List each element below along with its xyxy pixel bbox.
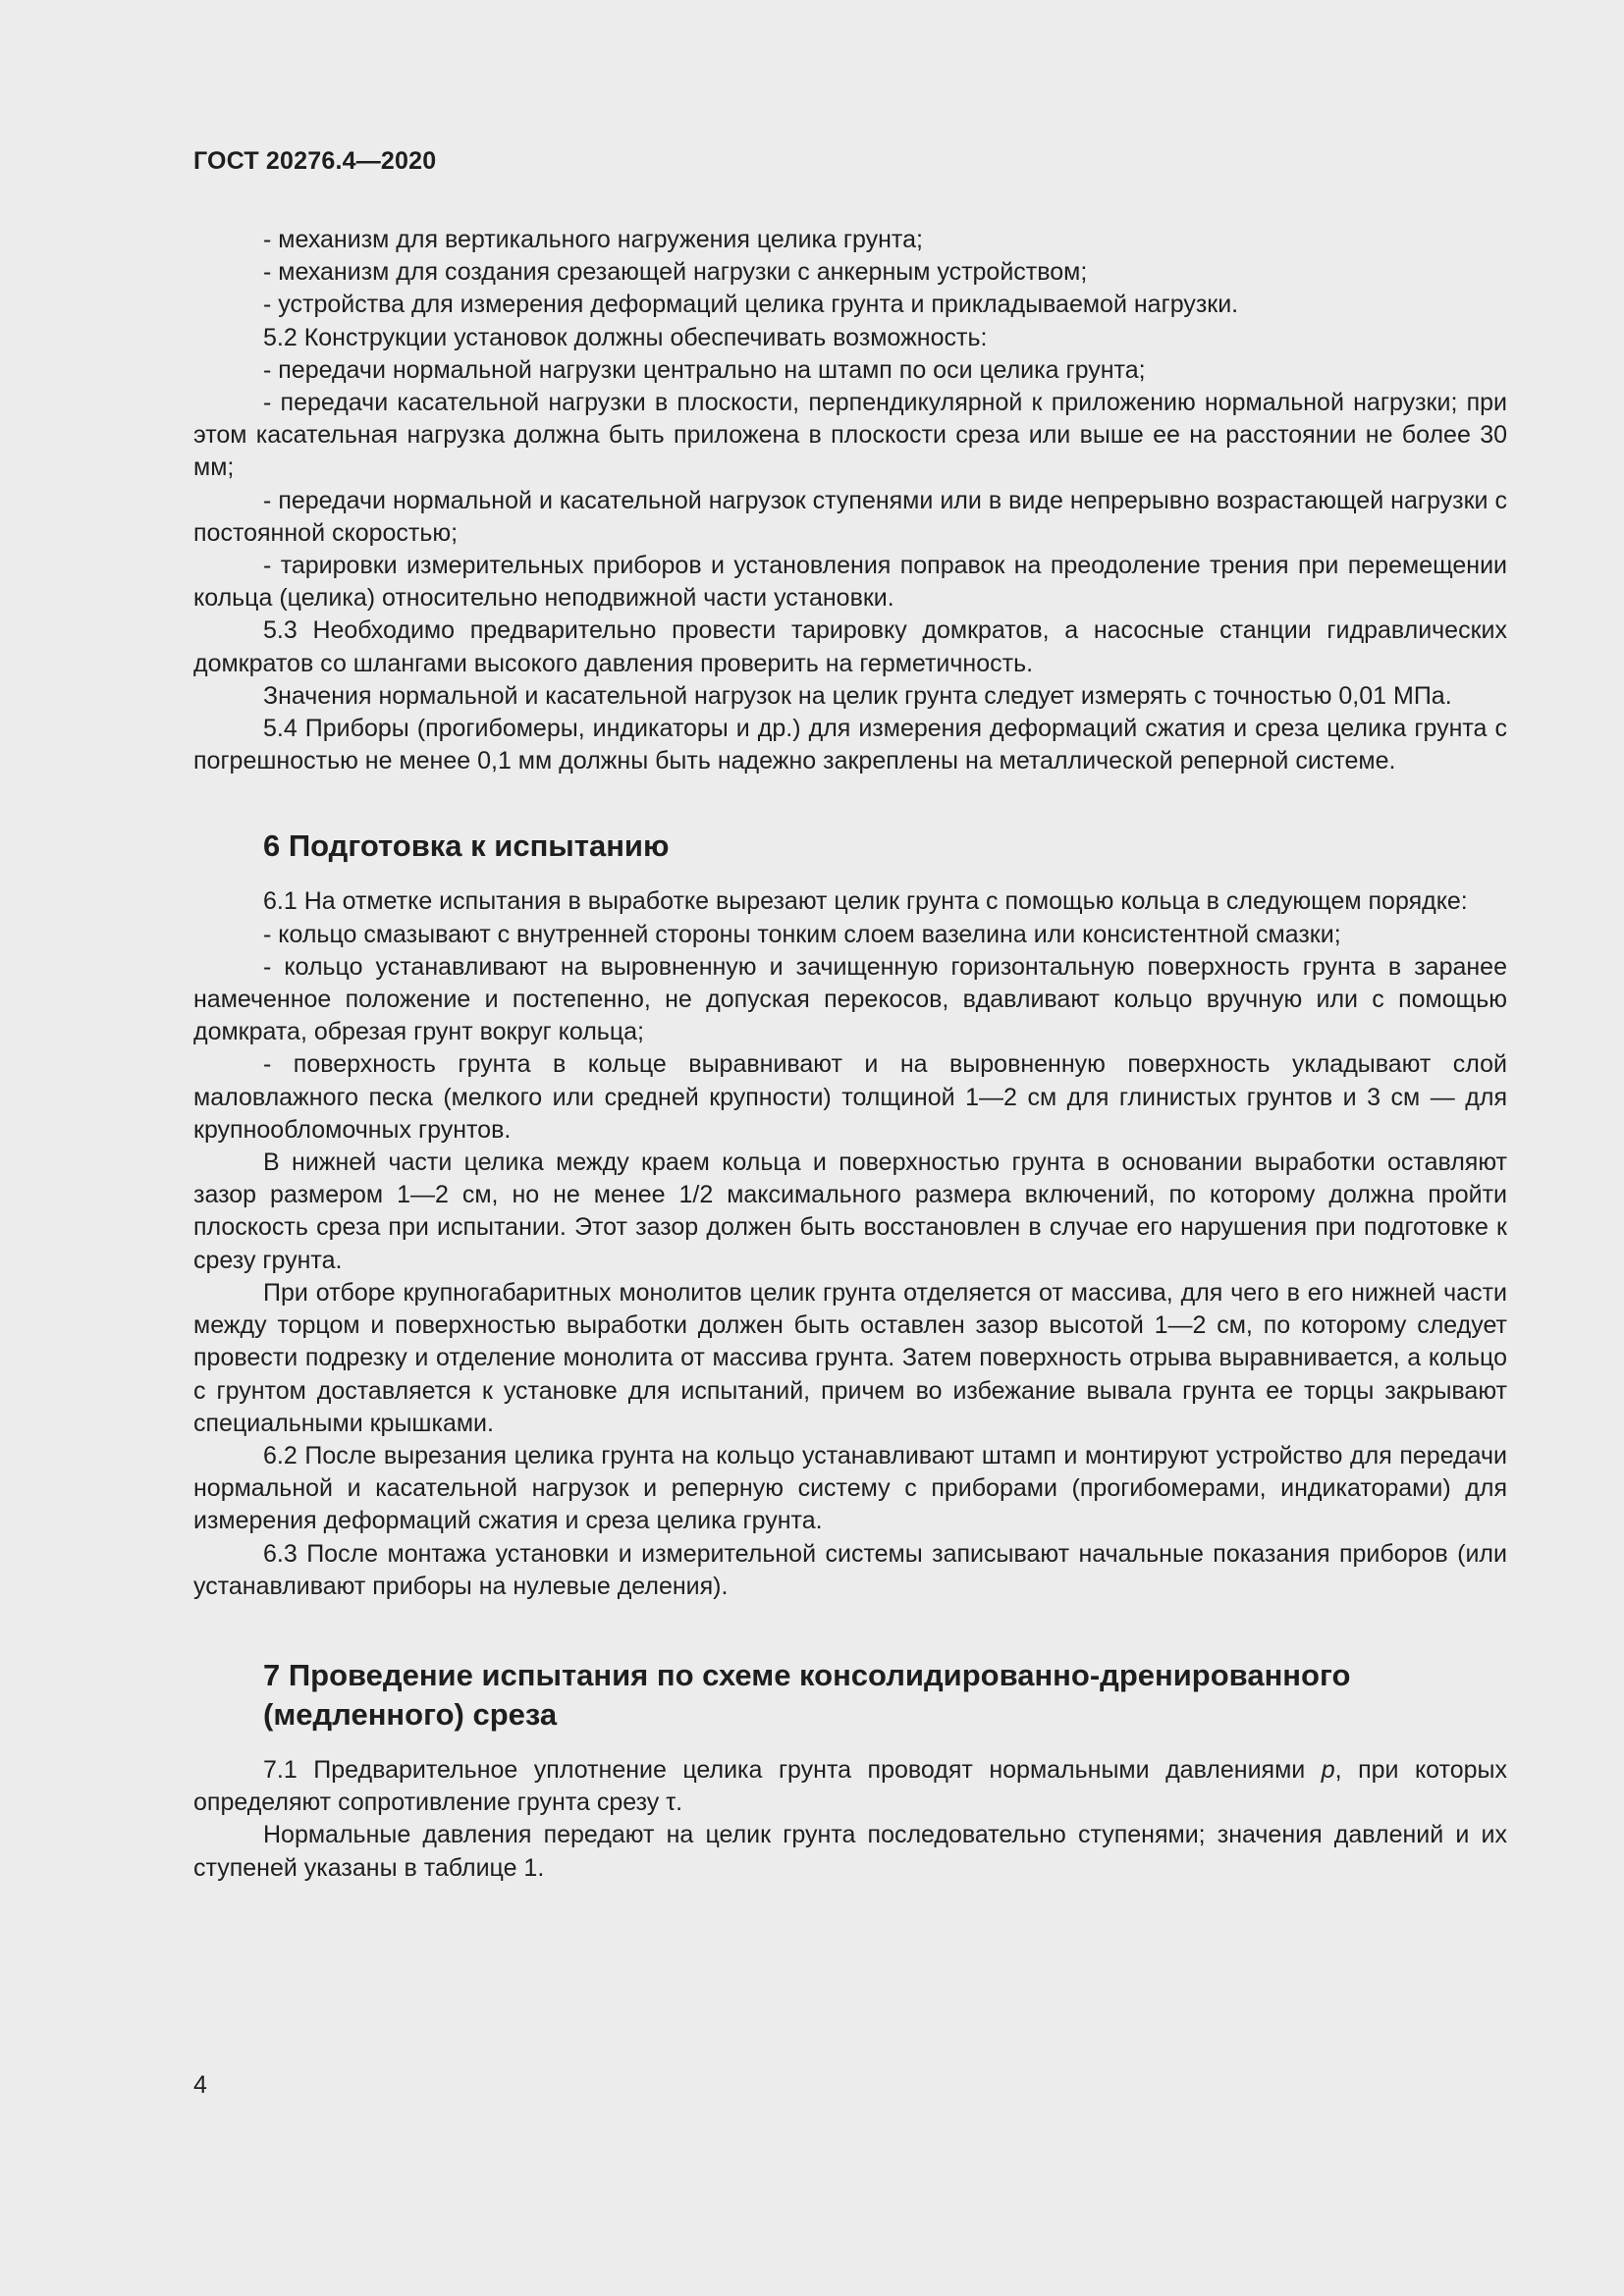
page-number: 4 <box>193 2071 207 2099</box>
clause-5-4: 5.4 Приборы (прогибомеры, индикаторы и др.) для измерения деформаций сжатия и среза целика грунта с погрешностью не менее 0,1 мм должны быть надежно закреплены на металлической реперной системе. <box>193 715 1507 775</box>
list-item: - тарировки измерительных приборов и установления поправок на преодоление трения при перемещении кольца (целика) относительно неподвижной части установки. <box>193 552 1507 613</box>
paragraph: При отборе крупногабаритных монолитов целик грунта отделяется от массива, для чего в его нижней части между торцом и поверхностью выработки должен быть оставлен зазор высотой 1—2 см, по которому следует провести подрезку и отделение монолита от массива грунта. Затем поверхность отрыва выравнивается, а кольцо с грунтом доставляется к установке для испытаний, причем во избежание вывала грунта ее торцы закрывают специальными крышками. <box>193 1278 1507 1437</box>
list-item: - механизм для вертикального нагружения целика грунта; <box>263 226 923 253</box>
clause-7-1 <box>193 1754 1507 1819</box>
paragraph: Нормальные давления передают на целик грунта последовательно ступенями; значения давлений и их ступеней указаны в таблице 1. <box>193 1821 1507 1882</box>
section-6-heading: 6 Подготовка к испытанию <box>263 828 670 864</box>
clause-5-2: 5.2 Конструкции установок должны обеспечивать возможность: <box>263 323 988 351</box>
list-item: - передачи нормальной и касательной нагрузок ступенями или в виде непрерывно возрастающей нагрузки с постоянной скоростью; <box>193 486 1507 547</box>
clause-6-2: 6.2 После вырезания целика грунта на кольцо устанавливают штамп и монтируют устройство для передачи нормальной и касательной нагрузок и реперную систему с приборами (прогибомерами, индикаторами) для измерения деформаций сжатия и среза целика грунта. <box>193 1441 1507 1535</box>
list-item: - поверхность грунта в кольце выравнивают и на выровненную поверхность укладывают слой маловлажного песка (мелкого или средней крупности) толщиной 1—2 см для глинистых грунтов и 3 см — для крупнообломочных грунтов. <box>193 1050 1507 1144</box>
section-7-heading <box>193 1656 1507 1735</box>
list-item: - механизм для создания срезающей нагрузки с анкерным устройством; <box>263 258 1088 287</box>
clause-5-3: 5.3 Необходимо предварительно провести тарировку домкратов, а насосные станции гидравлических домкратов со шлангами высокого давления проверить на герметичность. <box>193 616 1507 677</box>
clause-6-1: 6.1 На отметке испытания в выработке вырезают целик грунта с помощью кольца в следующем порядке: <box>263 887 1468 916</box>
list-item: - кольцо смазывают с внутренней стороны тонким слоем вазелина или консистентной смазки; <box>263 920 1341 948</box>
clause-7-1-text-c: . <box>676 1789 683 1817</box>
section-7-heading-line2: (медленного) среза <box>263 1696 558 1732</box>
variable-tau: τ <box>666 1789 677 1817</box>
list-item: - кольцо устанавливают на выровненную и зачищенную горизонтальную поверхность грунта в заранее намеченное положение и постепенно, не допуская перекосов, вдавливают кольцо вручную или с помощью домкрата, обрезая грунт вокруг кольца; <box>193 952 1507 1046</box>
list-item: - устройства для измерения деформаций целика грунта и прикладываемой нагрузки. <box>263 291 1239 319</box>
list-item: - передачи нормальной нагрузки центрально на штамп по оси целика грунта; <box>263 355 1146 384</box>
list-item: - передачи касательной нагрузки в плоскости, перпендикулярной к приложению нормальной нагрузки; при этом касательная нагрузка должна быть приложена в плоскости среза или выше ее на расстоянии не более 30 мм; <box>193 389 1507 482</box>
paragraph: В нижней части целика между краем кольца и поверхностью грунта в основании выработки оставляют зазор размером 1—2 см, но не менее 1/2 максимального размера включений, по которому должна пройти плоскость среза при испытании. Этот зазор должен быть восстановлен в случае его нарушения при подготовке к срезу грунта. <box>193 1148 1507 1274</box>
section-7-heading-line1: 7 Проведение испытания по схеме консолидированно-дренированного <box>263 1657 1351 1692</box>
clause-7-1-text-a: 7.1 Предварительное уплотнение целика грунта проводят нормальными давлениями <box>263 1755 1322 1784</box>
paragraph: Значения нормальной и касательной нагрузок на целик грунта следует измерять с точностью 0,01 МПа. <box>263 681 1452 710</box>
variable-p: р <box>1321 1755 1335 1784</box>
document-body <box>193 224 1507 1885</box>
clause-7-1-text-b: , при которых определяют сопротивление грунта срезу <box>193 1755 1507 1817</box>
document-header: ГОСТ 20276.4—2020 <box>193 147 437 175</box>
clause-6-3: 6.3 После монтажа установки и измерительной системы записывают начальные показания приборов (или устанавливают приборы на нулевые деления). <box>193 1539 1507 1600</box>
